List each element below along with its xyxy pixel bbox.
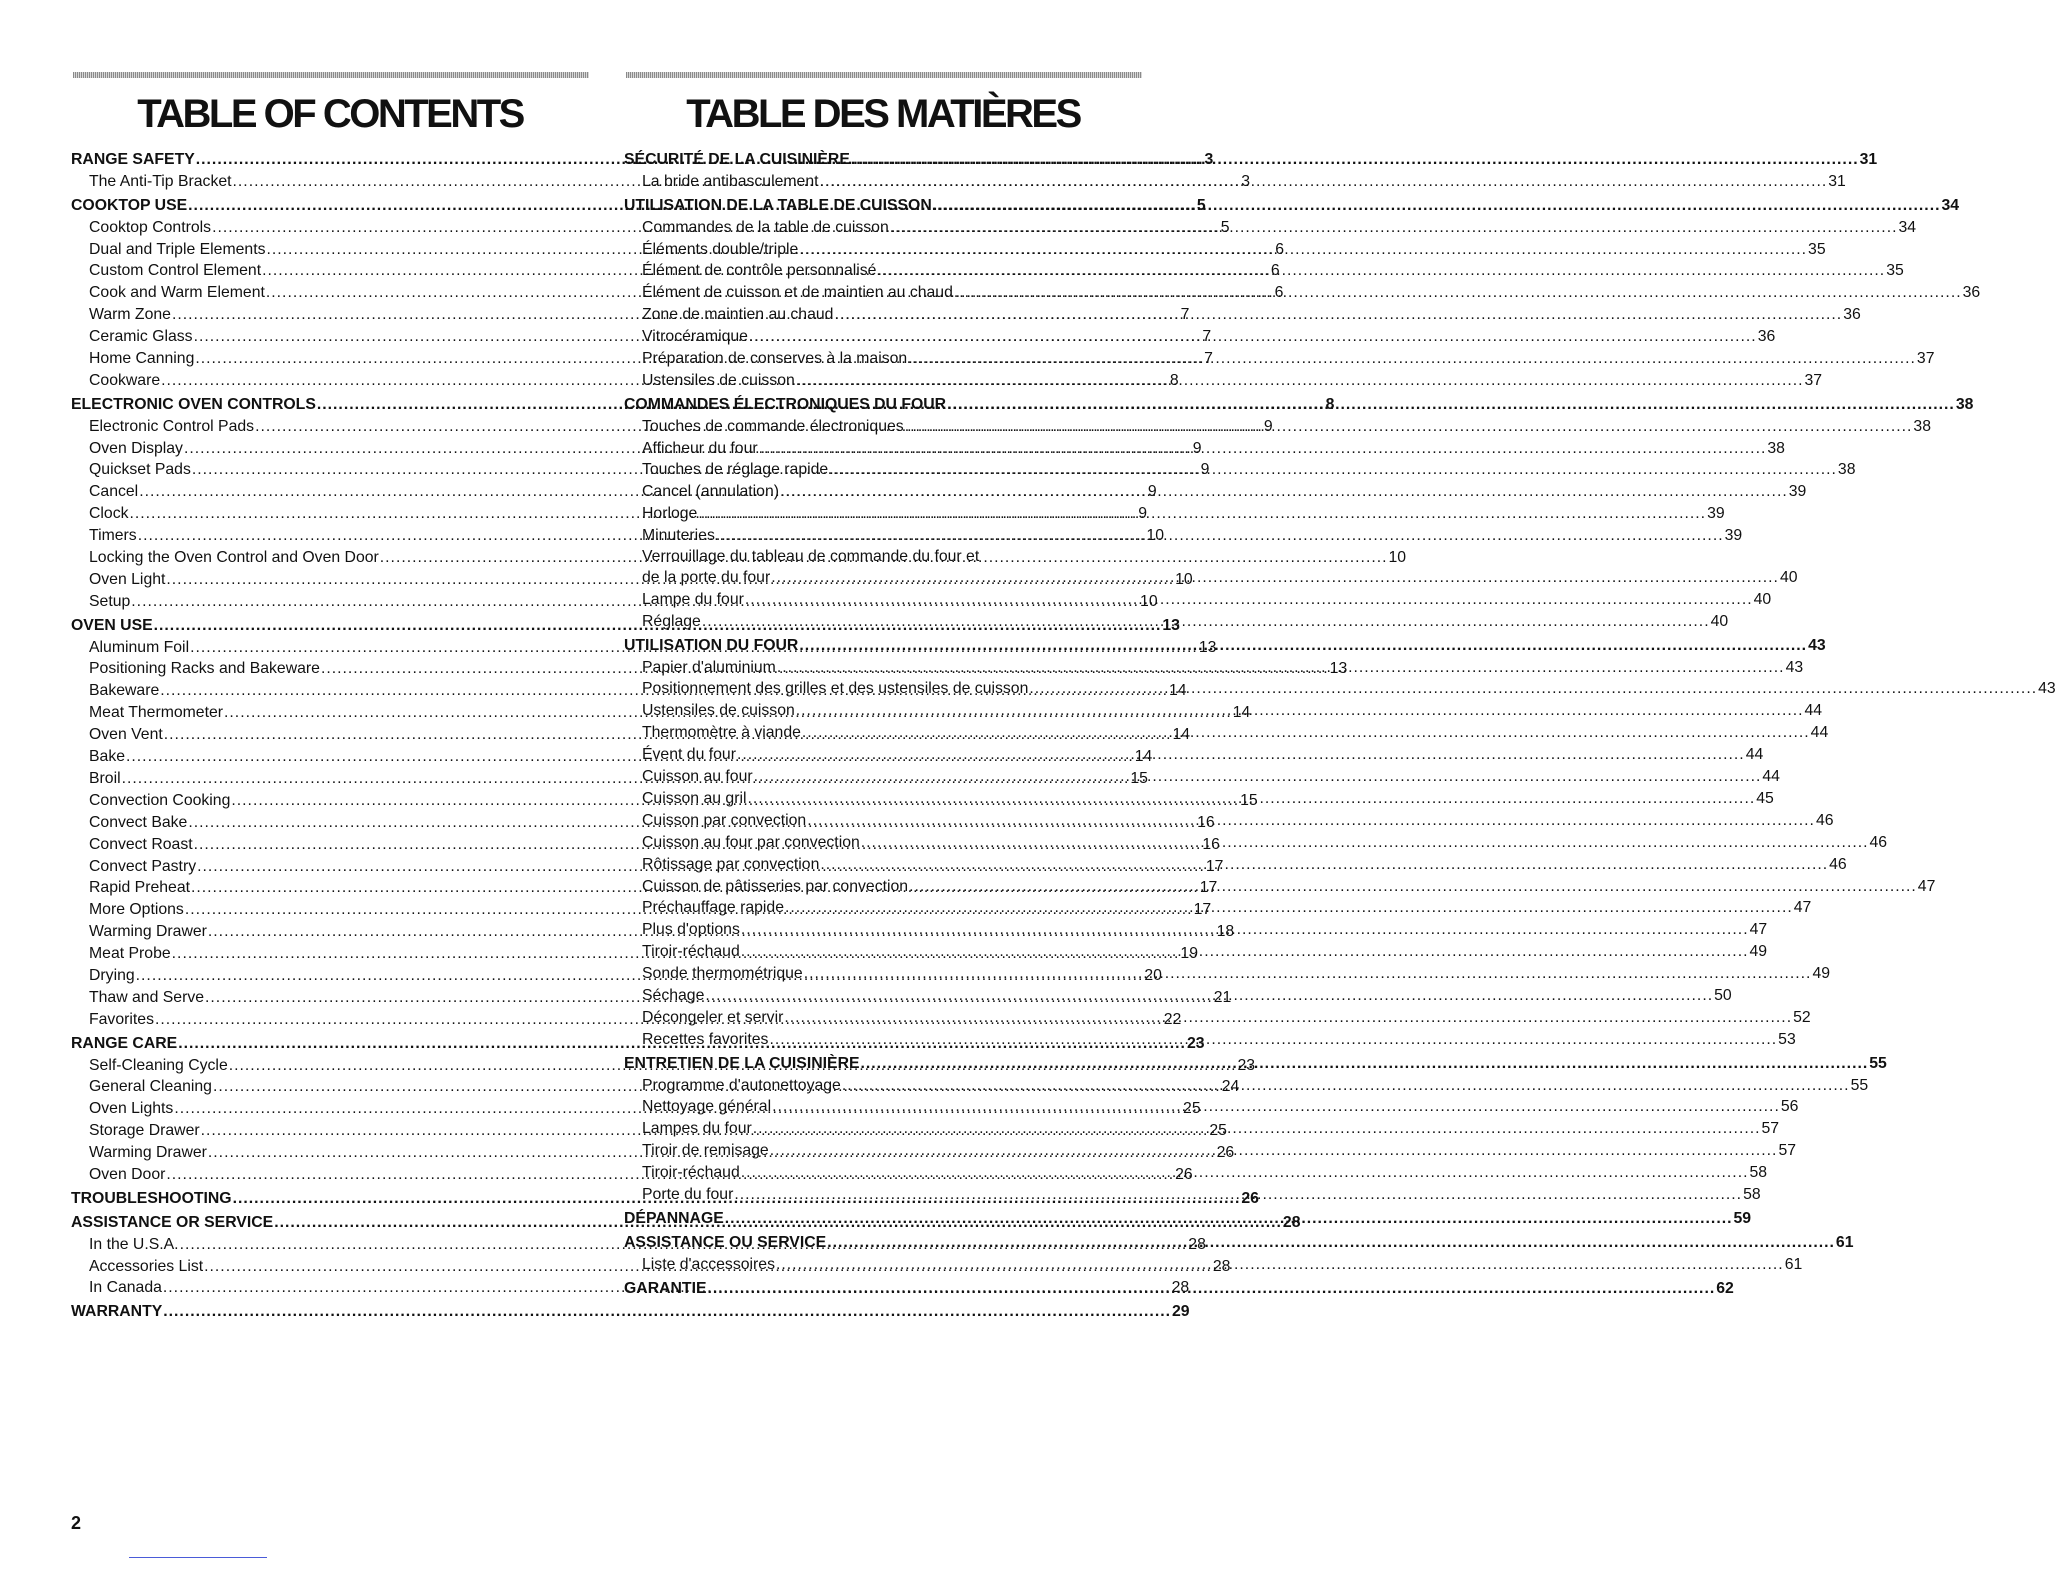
entry-label: Cuisson au four par convection [642, 833, 860, 851]
entry-page-number: 38 [1837, 461, 1856, 479]
entry-page-number: 8 [1325, 395, 1335, 413]
entry-page-number: 40 [1779, 569, 1798, 587]
entry-label: Sonde thermométrique [642, 965, 803, 983]
entry-label: Oven Vent [89, 726, 163, 744]
entry-label: Accessories List [89, 1257, 204, 1275]
entry-label: Thaw and Serve [89, 988, 205, 1006]
entry-page-number: 35 [1808, 240, 1826, 258]
entry-page-number: 58 [1749, 1164, 1768, 1182]
entry-page-number: 39 [1724, 527, 1743, 545]
dot-leader [947, 394, 1955, 416]
entry-label: La bride antibasculement [642, 172, 819, 190]
entry-page-number: 10 [1146, 527, 1164, 545]
dot-leader [702, 611, 1710, 633]
entry-page-number: 6 [1274, 284, 1284, 302]
entry-page-number: 24 [1221, 1078, 1240, 1096]
entry-page-number: 17 [1205, 857, 1224, 875]
entry-label: Rôtissage par convection [642, 855, 820, 873]
entry-page-number: 14 [1168, 682, 1187, 700]
entry-page-number: 23 [1237, 1056, 1256, 1074]
entry-page-number: 20 [1144, 966, 1162, 984]
toc-subsection-entry [624, 438, 1785, 460]
entry-label: Porte du four [642, 1185, 734, 1203]
entry-label: Tiroir-réchaud [642, 1164, 740, 1182]
entry-page-number: 14 [1172, 726, 1191, 744]
entry-page-number: 13 [1329, 660, 1348, 678]
entry-label: UTILISATION DE LA TABLE DE CUISSON [624, 196, 932, 214]
entry-label: Storage Drawer [89, 1122, 200, 1140]
entry-label: Bakeware [89, 682, 160, 700]
entry-label: The Anti-Tip Bracket [89, 172, 232, 190]
toc-title-french: TABLE DES MATIÈRES [686, 92, 1080, 136]
dot-leader [804, 963, 1812, 985]
entry-page-number: 16 [1202, 835, 1220, 853]
entry-page-number: 47 [1749, 921, 1768, 939]
dot-leader [698, 503, 1706, 525]
dot-leader [877, 260, 1885, 282]
entry-label: Élément de cuisson et de maintien au chaud [642, 284, 953, 302]
entry-page-number: 37 [1916, 350, 1935, 368]
entry-page-number: 45 [1756, 789, 1774, 807]
entry-page-number: 38 [1767, 439, 1785, 457]
entry-label: Cuisson au four [642, 768, 753, 786]
dot-leader [780, 481, 1788, 503]
toc-subsection-entry [624, 326, 1776, 348]
toc-subsection-entry [624, 766, 1780, 788]
entry-page-number: 7 [1202, 328, 1212, 346]
dot-leader [909, 876, 1917, 898]
entry-label: Cookware [89, 371, 161, 389]
entry-page-number: 47 [1793, 899, 1812, 917]
entry-label: RANGE SAFETY [71, 151, 195, 168]
entry-label: Locking the Oven Control and Oven Door [89, 549, 379, 567]
entry-page-number: 25 [1209, 1122, 1227, 1140]
dot-leader [796, 700, 1804, 722]
entry-page-number: 28 [1282, 1213, 1301, 1231]
entry-page-number: 43 [1808, 636, 1826, 654]
entry-page-number: 49 [1812, 965, 1831, 983]
dot-leader [861, 832, 1869, 854]
toc-subsection-entry [624, 459, 1856, 481]
entry-page-number: 44 [1762, 768, 1780, 786]
entry-label: WARRANTY [71, 1303, 163, 1321]
toc-title-english: TABLE OF CONTENTS [137, 92, 523, 136]
entry-label: Aluminum Foil [89, 638, 190, 656]
entry-page-number: 44 [1804, 702, 1823, 720]
entry-label: Cook and Warm Element [89, 284, 265, 302]
toc-subsection-entry [624, 217, 1917, 239]
entry-label: Positionnement des grilles et des ustensiles de cuisson [642, 680, 1029, 698]
entry-label: Rapid Preheat [89, 879, 190, 897]
entry-label: Séchage [642, 986, 705, 1004]
page-number: 2 [71, 1513, 82, 1533]
entry-label: Thermomètre à viande [642, 724, 801, 742]
dot-leader [933, 195, 1941, 217]
dot-leader [734, 1184, 1742, 1206]
entry-page-number: 34 [1898, 218, 1917, 236]
entry-page-number: 6 [1270, 262, 1280, 280]
entry-page-number: 25 [1183, 1100, 1201, 1118]
dot-leader [905, 416, 1913, 438]
entry-label: Réglage [642, 612, 701, 630]
dot-leader [954, 282, 1962, 304]
entry-label: Programme d'autonettoyage [642, 1076, 841, 1094]
entry-page-number: 55 [1869, 1054, 1887, 1072]
entry-page-number: 14 [1232, 704, 1251, 722]
entry-page-number: 7 [1180, 306, 1190, 324]
entry-page-number: 3 [1204, 151, 1214, 168]
entry-label: RANGE CARE [71, 1034, 178, 1052]
entry-label: Positioning Racks and Bakeware [89, 660, 320, 678]
entry-label: OVEN USE [71, 616, 153, 634]
entry-page-number: 61 [1784, 1255, 1803, 1273]
entry-page-number: 44 [1745, 746, 1764, 764]
entry-label: Cuisson par convection [642, 811, 807, 829]
entry-page-number: 7 [1204, 350, 1213, 368]
entry-label: ENTRETIEN DE LA CUISINIÈRE [624, 1054, 860, 1072]
entry-page-number: 8 [1169, 371, 1179, 389]
entry-page-number: 39 [1707, 505, 1725, 523]
dot-leader [785, 897, 1793, 919]
entry-label: Recettes favorites [642, 1030, 769, 1048]
entry-label: Warming Drawer [89, 923, 207, 941]
dot-leader [799, 239, 1807, 261]
entry-page-number: 55 [1850, 1076, 1869, 1094]
entry-page-number: 5 [1220, 218, 1230, 236]
entry-label: Oven Door [89, 1165, 166, 1183]
entry-label: Oven Display [89, 439, 183, 457]
entry-label: In Canada [89, 1279, 162, 1297]
entry-label: Cuisson de pâtisseries par convection [642, 877, 909, 895]
entry-page-number: 58 [1743, 1185, 1761, 1203]
toc-subsection-entry [624, 416, 1931, 438]
dot-leader [908, 348, 1916, 370]
toc-section-entry [71, 1301, 1190, 1323]
dot-leader [708, 1278, 1716, 1300]
entry-page-number: 47 [1917, 877, 1936, 895]
dot-leader [820, 854, 1828, 876]
entry-page-number: 14 [1134, 748, 1153, 766]
entry-label: Préparation de conserves à la maison [642, 350, 908, 368]
entry-page-number: 57 [1778, 1142, 1797, 1160]
dot-leader [890, 217, 1898, 239]
dot-leader [163, 1301, 1171, 1323]
entry-label: Drying [89, 966, 135, 984]
dot-leader [802, 722, 1810, 744]
entry-label: Bake [89, 748, 126, 766]
dot-leader [725, 1208, 1733, 1230]
entry-page-number: 13 [1162, 616, 1180, 634]
dot-leader [827, 1232, 1835, 1254]
entry-page-number: 46 [1829, 855, 1847, 873]
dot-leader [834, 304, 1842, 326]
entry-label: Cuisson au gril [642, 789, 747, 807]
entry-page-number: 13 [1198, 638, 1217, 656]
entry-label: TROUBLESHOOTING [71, 1189, 232, 1207]
dot-leader [851, 149, 1859, 171]
entry-page-number: 29 [1172, 1303, 1190, 1321]
dot-leader [741, 941, 1749, 963]
dot-leader [1029, 678, 2037, 700]
dot-leader [796, 370, 1804, 392]
entry-label: Dual and Triple Elements [89, 240, 266, 258]
entry-label: Meat Thermometer [89, 704, 224, 722]
entry-page-number: 9 [1138, 505, 1148, 523]
entry-page-number: 38 [1955, 395, 1974, 413]
entry-label: Meat Probe [89, 945, 171, 963]
entry-label: Plus d'options [642, 921, 740, 939]
entry-page-number: 10 [1140, 592, 1158, 610]
dot-leader [771, 567, 1779, 589]
entry-label: UTILISATION DU FOUR [624, 636, 799, 654]
toc-section-entry [624, 394, 1974, 416]
entry-page-number: 15 [1130, 769, 1148, 787]
entry-page-number: 40 [1753, 590, 1772, 608]
toc-subsection-entry [624, 239, 1826, 261]
dot-leader [705, 985, 1713, 1007]
entry-page-number: 28 [1188, 1235, 1206, 1253]
entry-page-number: 17 [1199, 879, 1218, 897]
entry-label: More Options [89, 901, 184, 919]
entry-page-number: 26 [1175, 1165, 1193, 1183]
entry-label: Convect Pastry [89, 857, 197, 875]
entry-label: Warm Zone [89, 306, 171, 324]
entry-page-number: 15 [1240, 791, 1258, 809]
entry-page-number: 35 [1886, 262, 1904, 280]
entry-label: Cooktop Controls [89, 218, 212, 236]
entry-page-number: 10 [1388, 549, 1407, 567]
entry-label: Home Canning [89, 350, 195, 368]
entry-page-number: 62 [1716, 1279, 1734, 1297]
entry-label: SÉCURITÉ DE LA CUISINIÈRE [624, 151, 850, 168]
dot-leader [829, 459, 1837, 481]
toc-subsection-entry [624, 304, 1861, 326]
entry-page-number: 37 [1804, 371, 1823, 389]
entry-page-number: 59 [1733, 1209, 1752, 1227]
dot-leader [759, 438, 1767, 460]
entry-label: Verrouillage du tableau de commande du four et [642, 548, 980, 566]
entry-page-number: 61 [1835, 1233, 1854, 1251]
entry-label: de la porte du four [642, 569, 771, 587]
entry-page-number: 10 [1175, 570, 1193, 588]
entry-page-number: 44 [1810, 724, 1829, 742]
entry-page-number: 17 [1193, 901, 1212, 919]
toc-section-entry [624, 195, 1960, 217]
entry-page-number: 5 [1196, 196, 1206, 214]
entry-page-number: 49 [1749, 943, 1768, 961]
entry-page-number: 36 [1843, 306, 1861, 324]
entry-label: Convect Bake [89, 813, 188, 831]
entry-page-number: 21 [1213, 988, 1232, 1006]
entry-page-number: 28 [1171, 1279, 1190, 1297]
entry-page-number: 34 [1941, 196, 1960, 214]
entry-label: Horloge [642, 505, 698, 523]
dot-leader [784, 1007, 1792, 1029]
entry-page-number: 52 [1793, 1008, 1811, 1026]
entry-label: Nettoyage général [642, 1098, 772, 1116]
entry-label: Convect Roast [89, 835, 193, 853]
entry-label: Broil [89, 769, 121, 787]
dot-leader [799, 635, 1807, 657]
dot-leader [772, 1096, 1780, 1118]
dot-leader [820, 171, 1828, 193]
entry-page-number: 43 [1785, 658, 1804, 676]
entry-page-number: 6 [1275, 240, 1285, 258]
entry-label: COMMANDES ÉLECTRONIQUES DU FOUR [624, 395, 947, 413]
toc-subsection-entry [624, 503, 1725, 525]
entry-page-number: 26 [1241, 1189, 1259, 1207]
entry-label: Commandes de la table de cuisson [642, 218, 889, 236]
entry-label: Décongeler et servir [642, 1008, 784, 1026]
entry-label: Zone de maintien au chaud [642, 306, 834, 324]
entry-label: Préchauffage rapide [642, 899, 784, 917]
toc-subsection-entry [624, 260, 1904, 282]
dot-leader [754, 766, 1762, 788]
entry-page-number: 40 [1710, 612, 1729, 630]
entry-page-number: 36 [1962, 284, 1981, 302]
entry-label: In the U.S.A. [89, 1235, 179, 1253]
entry-label: Cancel [89, 483, 139, 501]
entry-page-number: 31 [1828, 172, 1846, 190]
dot-leader [807, 810, 1815, 832]
entry-page-number: 46 [1869, 833, 1888, 851]
dot-leader [769, 1029, 1777, 1051]
entry-label: Afficheur du four [642, 439, 758, 457]
entry-page-number: 19 [1180, 945, 1198, 963]
entry-page-number: 18 [1216, 923, 1235, 941]
entry-label: Papier d'aluminium [642, 658, 776, 676]
dot-leader [776, 1254, 1784, 1276]
dot-leader [749, 326, 1757, 348]
entry-label: Liste d'accessoires [642, 1255, 775, 1273]
entry-label: Touches de commande électroniques [642, 417, 904, 435]
dot-leader [716, 525, 1724, 547]
entry-label: Self-Cleaning Cycle [89, 1056, 228, 1074]
dot-leader [741, 1162, 1749, 1184]
toc-subsection-entry [624, 370, 1823, 392]
entry-label: Setup [89, 592, 131, 610]
toc-subsection-entry [624, 481, 1807, 503]
dot-leader [842, 1075, 1850, 1097]
entry-label: Electronic Control Pads [89, 417, 255, 435]
toc-subsection-entry [624, 348, 1935, 370]
entry-page-number: 43 [2038, 680, 2056, 698]
entry-label: General Cleaning [89, 1078, 212, 1096]
footer-link-underline [129, 1557, 267, 1558]
entry-page-number: 46 [1815, 811, 1834, 829]
entry-page-number: 9 [1192, 439, 1202, 457]
entry-page-number: 22 [1163, 1010, 1182, 1028]
entry-page-number: 9 [1147, 483, 1157, 501]
entry-label: DÉPANNAGE [624, 1209, 724, 1227]
entry-label: Évent du four [642, 746, 736, 764]
entry-label: ASSISTANCE OU SERVICE [624, 1233, 827, 1251]
entry-label: ELECTRONIC OVEN CONTROLS [71, 395, 316, 413]
dot-leader [737, 744, 1745, 766]
entry-label: Quickset Pads [89, 461, 191, 479]
entry-label: ASSISTANCE OR SERVICE [71, 1213, 274, 1231]
entry-label: Favorites [89, 1010, 154, 1028]
dot-leader [741, 919, 1749, 941]
entry-label: Warming Drawer [89, 1144, 207, 1162]
entry-page-number: 16 [1197, 813, 1215, 831]
entry-page-number: 56 [1780, 1098, 1799, 1116]
entry-label: Oven Lights [89, 1100, 174, 1118]
toc-section-entry [624, 149, 1878, 171]
dot-leader [770, 1140, 1778, 1162]
entry-label: Clock [89, 505, 129, 523]
entry-label: Lampe du four [642, 590, 744, 608]
dot-leader [861, 1053, 1869, 1075]
entry-label: Cancel (annulation) [642, 483, 779, 501]
entry-label: COOKTOP USE [71, 196, 188, 214]
entry-page-number: 28 [1212, 1257, 1231, 1275]
entry-label: Élément de contrôle personnalisé [642, 262, 877, 280]
entry-page-number: 39 [1788, 483, 1807, 501]
entry-page-number: 26 [1216, 1144, 1235, 1162]
entry-label: Vitrocéramique [642, 328, 748, 346]
entry-label: Ustensiles de cuisson [642, 371, 795, 389]
dot-leader [748, 788, 1756, 810]
entry-label: Ceramic Glass [89, 328, 193, 346]
dot-leader [753, 1118, 1761, 1140]
toc-subsection-entry [624, 547, 1142, 567]
entry-label: Timers [89, 527, 137, 545]
toc-subsection-entry [624, 282, 1981, 304]
entry-page-number: 57 [1761, 1120, 1780, 1138]
dot-leader [777, 657, 1785, 679]
entry-label: Oven Light [89, 570, 166, 588]
entry-page-number: 9 [1200, 461, 1210, 479]
entry-page-number: 50 [1714, 986, 1732, 1004]
entry-page-number: 23 [1186, 1034, 1205, 1052]
entry-label: Tiroir-réchaud [642, 943, 740, 961]
entry-label: Lampes du four [642, 1120, 752, 1138]
entry-page-number: 3 [1241, 172, 1251, 190]
entry-page-number: 53 [1778, 1030, 1796, 1048]
entry-label: Touches de réglage rapide [642, 461, 829, 479]
entry-label: Convection Cooking [89, 791, 231, 809]
dot-leader [745, 589, 1753, 611]
toc-subsection-entry [624, 171, 1846, 193]
entry-page-number: 9 [1263, 417, 1273, 435]
entry-label: GARANTIE [624, 1279, 707, 1297]
entry-label: Éléments double/triple [642, 240, 799, 258]
entry-page-number: 36 [1757, 328, 1776, 346]
entry-label: Minuteries [642, 527, 715, 545]
entry-page-number: 31 [1859, 151, 1878, 168]
entry-label: Custom Control Element [89, 262, 262, 280]
entry-page-number: 38 [1913, 417, 1931, 435]
entry-label: Ustensiles de cuisson [642, 702, 795, 720]
entry-label: Tiroir de remisage [642, 1142, 769, 1160]
